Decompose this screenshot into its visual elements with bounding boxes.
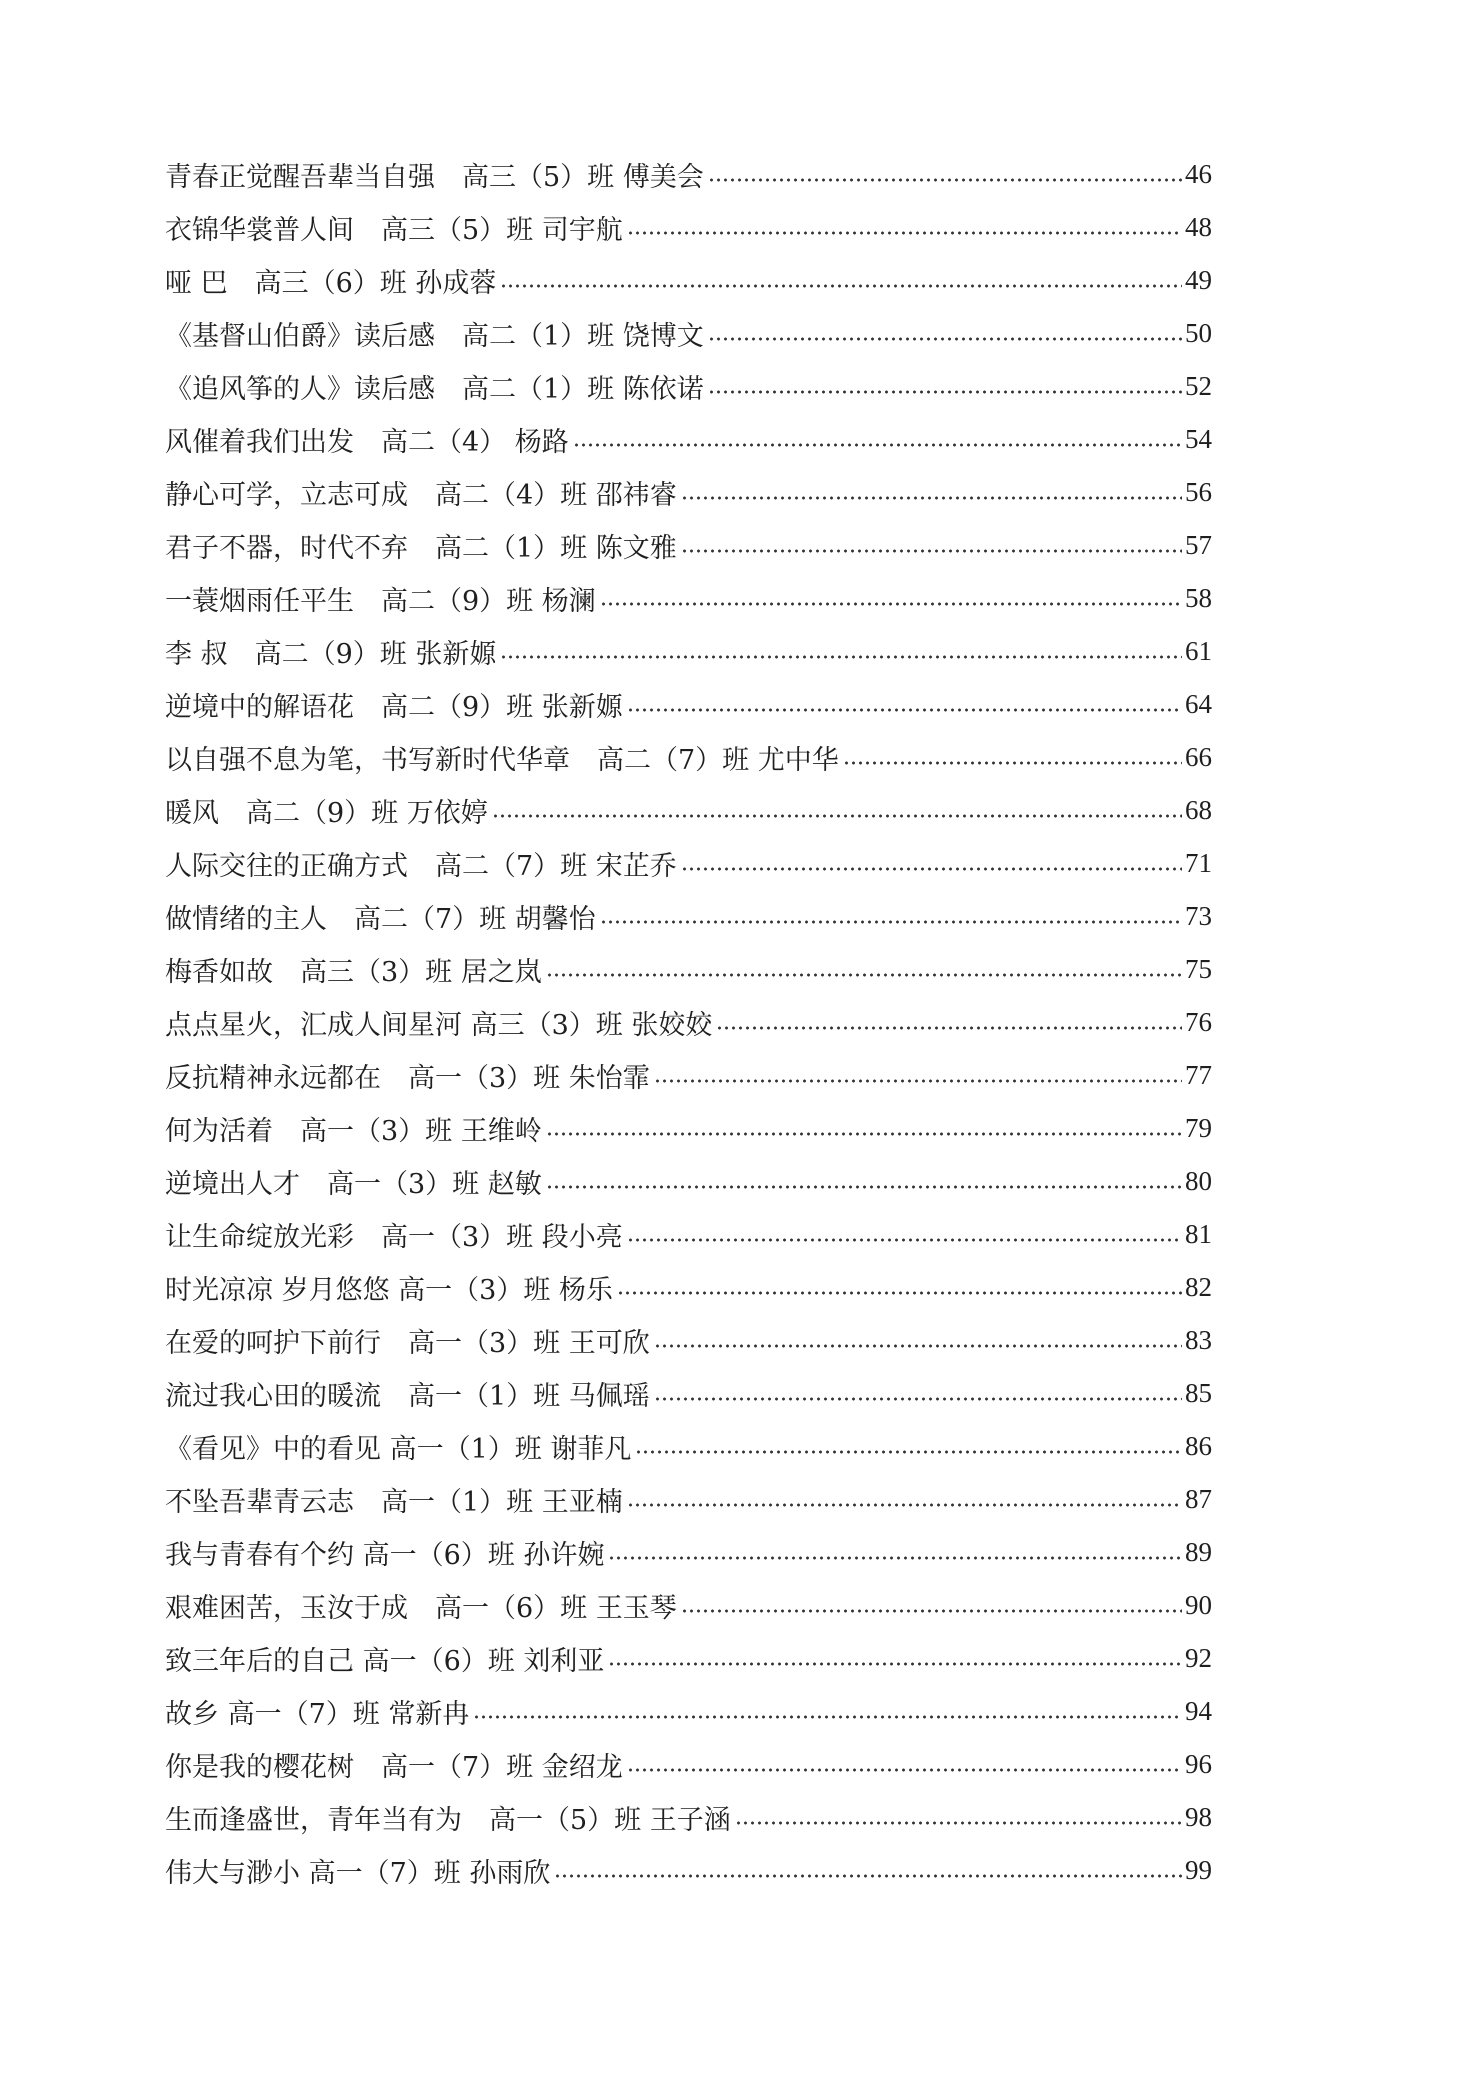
toc-entry	[165, 1208, 1212, 1261]
toc-entry-title: 不坠吾辈青云志 高一（1）班 王亚楠	[165, 1487, 623, 1518]
toc-entry-page-number: 64	[1185, 689, 1212, 719]
dot-leader	[716, 1025, 1182, 1031]
toc-entry-title: 我与青春有个约 高一（6）班 孙许婉	[165, 1540, 605, 1571]
toc-entry-page-number: 66	[1185, 742, 1212, 772]
toc-entry-page-number: 82	[1185, 1272, 1212, 1302]
dot-leader	[600, 601, 1182, 607]
toc-entry-page-number: 77	[1185, 1060, 1212, 1090]
dot-leader	[627, 1767, 1182, 1773]
toc-entry-page-number: 98	[1185, 1802, 1212, 1832]
toc-entry	[165, 360, 1212, 413]
table-of-contents	[165, 148, 1212, 1897]
toc-entry-page-number: 46	[1185, 159, 1212, 189]
toc-entry	[165, 1102, 1212, 1155]
toc-entry-title: 风催着我们出发 高二（4） 杨路	[165, 427, 569, 458]
toc-entry-title: 逆境出人才 高一（3）班 赵敏	[165, 1169, 542, 1200]
dot-leader	[473, 1714, 1182, 1720]
toc-entry-page-number: 57	[1185, 530, 1212, 560]
dot-leader	[608, 1661, 1182, 1667]
toc-entry	[165, 784, 1212, 837]
toc-entry	[165, 1155, 1212, 1208]
dot-leader	[573, 442, 1182, 448]
toc-entry-title: 让生命绽放光彩 高一（3）班 段小亮	[165, 1222, 623, 1253]
dot-leader	[681, 1608, 1182, 1614]
toc-entry-page-number: 87	[1185, 1484, 1212, 1514]
toc-entry-page-number: 54	[1185, 424, 1212, 454]
toc-entry-page-number: 68	[1185, 795, 1212, 825]
toc-entry-page-number: 81	[1185, 1219, 1212, 1249]
toc-entry	[165, 678, 1212, 731]
toc-entry	[165, 731, 1212, 784]
toc-entry-page-number: 76	[1185, 1007, 1212, 1037]
toc-entry-page-number: 49	[1185, 265, 1212, 295]
toc-entry	[165, 1738, 1212, 1791]
toc-entry-page-number: 71	[1185, 848, 1212, 878]
toc-entry	[165, 148, 1212, 201]
dot-leader	[654, 1343, 1182, 1349]
toc-entry-page-number: 83	[1185, 1325, 1212, 1355]
dot-leader	[627, 1237, 1182, 1243]
toc-entry	[165, 1049, 1212, 1102]
dot-leader	[546, 1184, 1182, 1190]
toc-entry-title: 衣锦华裳普人间 高三（5）班 司宇航	[165, 215, 623, 246]
dot-leader	[500, 654, 1182, 660]
dot-leader	[546, 972, 1182, 978]
toc-entry-title: 以自强不息为笔，书写新时代华章 高二（7）班 尤中华	[165, 745, 839, 776]
toc-entry-title: 一蓑烟雨任平生 高二（9）班 杨澜	[165, 586, 596, 617]
toc-entry-title: 《基督山伯爵》读后感 高二（1）班 饶博文	[165, 321, 704, 352]
toc-entry	[165, 201, 1212, 254]
toc-entry	[165, 1844, 1212, 1897]
dot-leader	[708, 336, 1182, 342]
toc-entry-page-number: 86	[1185, 1431, 1212, 1461]
toc-entry	[165, 890, 1212, 943]
toc-entry	[165, 413, 1212, 466]
toc-entry	[165, 254, 1212, 307]
toc-entry-page-number: 90	[1185, 1590, 1212, 1620]
toc-entry-title: 在爱的呵护下前行 高一（3）班 王可欣	[165, 1328, 650, 1359]
toc-entry	[165, 1420, 1212, 1473]
toc-entry-page-number: 80	[1185, 1166, 1212, 1196]
toc-entry-title: 李 叔 高二（9）班 张新嫄	[165, 639, 497, 670]
dot-leader	[500, 283, 1182, 289]
dot-leader	[735, 1820, 1182, 1826]
toc-entry-title: 时光凉凉 岁月悠悠 高一（3）班 杨乐	[165, 1275, 613, 1306]
toc-entry	[165, 1473, 1212, 1526]
toc-entry-page-number: 99	[1185, 1855, 1212, 1885]
toc-entry-title: 人际交往的正确方式 高二（7）班 宋芷乔	[165, 851, 677, 882]
dot-leader	[627, 230, 1182, 236]
toc-entry-page-number: 96	[1185, 1749, 1212, 1779]
dot-leader	[627, 707, 1182, 713]
toc-entry-title: 故乡 高一（7）班 常新冉	[165, 1699, 470, 1730]
toc-entry-title: 何为活着 高一（3）班 王维岭	[165, 1116, 542, 1147]
dot-leader	[546, 1131, 1182, 1137]
dot-leader	[681, 548, 1182, 554]
toc-entry-title: 哑 巴 高三（6）班 孙成蓉	[165, 268, 497, 299]
dot-leader	[843, 760, 1182, 766]
toc-entry-page-number: 79	[1185, 1113, 1212, 1143]
toc-entry-page-number: 92	[1185, 1643, 1212, 1673]
toc-entry-title: 《看见》中的看见 高一（1）班 谢菲凡	[165, 1434, 632, 1465]
toc-entry	[165, 837, 1212, 890]
toc-entry	[165, 1314, 1212, 1367]
toc-entry-title: 梅香如故 高三（3）班 居之岚	[165, 957, 542, 988]
toc-entry	[165, 1579, 1212, 1632]
toc-entry-title: 逆境中的解语花 高二（9）班 张新嫄	[165, 692, 623, 723]
toc-entry-title: 你是我的樱花树 高一（7）班 金绍龙	[165, 1752, 623, 1783]
toc-entry-page-number: 73	[1185, 901, 1212, 931]
toc-entry-page-number: 48	[1185, 212, 1212, 242]
toc-entry-title: 青春正觉醒吾辈当自强 高三（5）班 傅美会	[165, 162, 704, 193]
dot-leader	[492, 813, 1182, 819]
dot-leader	[600, 919, 1182, 925]
dot-leader	[635, 1449, 1182, 1455]
toc-entry-title: 艰难困苦，玉汝于成 高一（6）班 王玉琴	[165, 1593, 677, 1624]
toc-entry	[165, 466, 1212, 519]
toc-entry	[165, 1685, 1212, 1738]
toc-entry	[165, 1261, 1212, 1314]
toc-entry	[165, 1791, 1212, 1844]
toc-entry-page-number: 56	[1185, 477, 1212, 507]
dot-leader	[654, 1396, 1182, 1402]
toc-entry	[165, 1526, 1212, 1579]
toc-entry	[165, 943, 1212, 996]
toc-entry-title: 致三年后的自己 高一（6）班 刘利亚	[165, 1646, 605, 1677]
toc-entry-title: 点点星火，汇成人间星河 高三（3）班 张姣姣	[165, 1010, 713, 1041]
toc-entry	[165, 307, 1212, 360]
toc-entry-title: 做情绪的主人 高二（7）班 胡馨怡	[165, 904, 596, 935]
dot-leader	[681, 866, 1182, 872]
toc-entry-title: 反抗精神永远都在 高一（3）班 朱怡霏	[165, 1063, 650, 1094]
toc-entry-page-number: 50	[1185, 318, 1212, 348]
toc-entry-title: 静心可学，立志可成 高二（4）班 邵祎睿	[165, 480, 677, 511]
toc-entry	[165, 996, 1212, 1049]
toc-entry-page-number: 75	[1185, 954, 1212, 984]
toc-entry-title: 君子不器，时代不弃 高二（1）班 陈文雅	[165, 533, 677, 564]
toc-entry-page-number: 58	[1185, 583, 1212, 613]
toc-entry	[165, 1367, 1212, 1420]
toc-entry-page-number: 89	[1185, 1537, 1212, 1567]
toc-entry-page-number: 52	[1185, 371, 1212, 401]
dot-leader	[627, 1502, 1182, 1508]
toc-entry	[165, 1632, 1212, 1685]
dot-leader	[708, 177, 1182, 183]
dot-leader	[654, 1078, 1182, 1084]
toc-entry-page-number: 61	[1185, 636, 1212, 666]
toc-entry-title: 生而逢盛世，青年当有为 高一（5）班 王子涵	[165, 1805, 731, 1836]
toc-entry-title: 流过我心田的暖流 高一（1）班 马佩瑶	[165, 1381, 650, 1412]
toc-entry-title: 《追风筝的人》读后感 高二（1）班 陈依诺	[165, 374, 704, 405]
dot-leader	[681, 495, 1182, 501]
dot-leader	[554, 1873, 1182, 1879]
toc-entry-title: 暖风 高二（9）班 万依婷	[165, 798, 488, 829]
dot-leader	[708, 389, 1182, 395]
toc-entry-title: 伟大与渺小 高一（7）班 孙雨欣	[165, 1858, 551, 1889]
toc-entry-page-number: 94	[1185, 1696, 1212, 1726]
dot-leader	[617, 1290, 1182, 1296]
dot-leader	[608, 1555, 1182, 1561]
toc-entry-page-number: 85	[1185, 1378, 1212, 1408]
toc-entry	[165, 572, 1212, 625]
toc-entry	[165, 625, 1212, 678]
toc-entry	[165, 519, 1212, 572]
